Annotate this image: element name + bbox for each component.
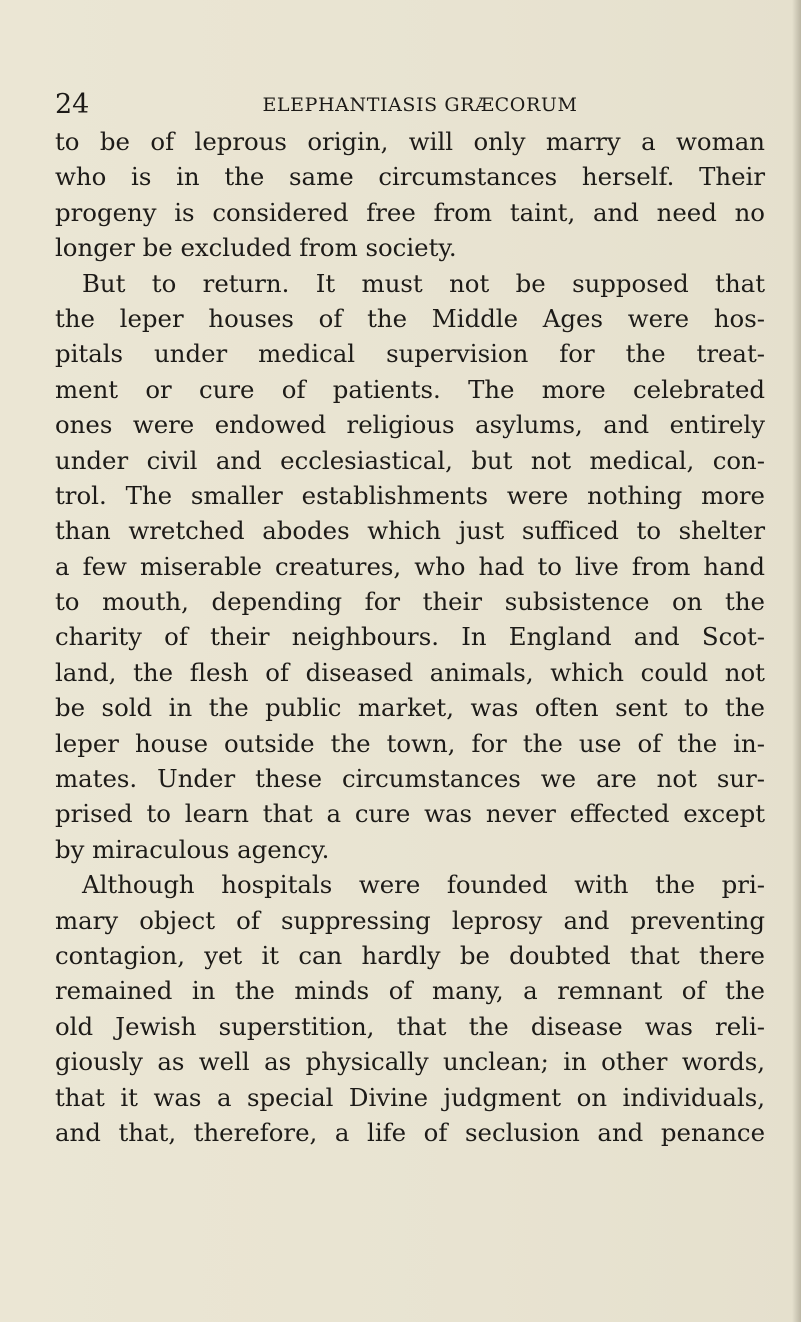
text-line: longer be excluded from society. — [55, 233, 457, 263]
text-line: leper house outside the town, for the use of the in- — [55, 728, 765, 758]
text-line: to mouth, depending for their subsistence on the — [55, 587, 765, 617]
text-line: progeny is considered free from taint, and need no — [55, 197, 765, 227]
text-line: than wretched abodes which just sufficed to shelter — [55, 516, 765, 546]
text-line: pitals under medical supervision for the treat- — [55, 339, 765, 369]
page-header — [55, 88, 755, 122]
text-line: remained in the minds of many, a remnant of the — [55, 976, 765, 1006]
text-line: a few miserable creatures, who had to live from hand — [55, 551, 765, 581]
page-edge-shadow — [792, 0, 801, 1322]
text-line: by miraculous agency. — [55, 834, 330, 864]
text-line: under civil and ecclesiastical, but not medical, con- — [55, 445, 765, 475]
text-line: and that, therefore, a life of seclusion and penance — [55, 1117, 765, 1147]
text-line: to be of leprous origin, will only marry a woman — [55, 127, 765, 156]
text-line: the leper houses of the Middle Ages were hos- — [55, 303, 765, 333]
text-line: mary object of suppressing leprosy and preventing — [55, 905, 765, 935]
body-text — [55, 124, 765, 1150]
running-title: ELEPHANTIASIS GRÆCORUM — [262, 94, 578, 116]
text-line: land, the flesh of diseased animals, which could not — [55, 657, 765, 687]
text-line: But to return. It must not be supposed that — [82, 268, 765, 298]
text-line: be sold in the public market, was often sent to the — [55, 693, 765, 723]
text-line: prised to learn that a cure was never effected except — [55, 799, 765, 829]
text-line: ones were endowed religious asylums, and entirely — [55, 410, 765, 440]
text-line: that it was a special Divine judgment on individuals, — [55, 1082, 765, 1112]
text-line: trol. The smaller establishments were nothing more — [55, 480, 765, 510]
text-line: ment or cure of patients. The more celebrated — [55, 374, 765, 404]
text-line: Although hospitals were founded with the pri- — [82, 870, 765, 900]
text-line: who is in the same circumstances herself. Their — [55, 162, 765, 192]
text-line: old Jewish superstition, that the disease was reli- — [55, 1011, 765, 1041]
text-line: contagion, yet it can hardly be doubted that there — [55, 940, 765, 970]
text-line: giously as well as physically unclean; in other words, — [55, 1047, 765, 1077]
text-line: mates. Under these circumstances we are not sur- — [55, 764, 765, 794]
text-line: charity of their neighbours. In England and Scot- — [55, 622, 765, 652]
page-number: 24 — [55, 89, 90, 120]
